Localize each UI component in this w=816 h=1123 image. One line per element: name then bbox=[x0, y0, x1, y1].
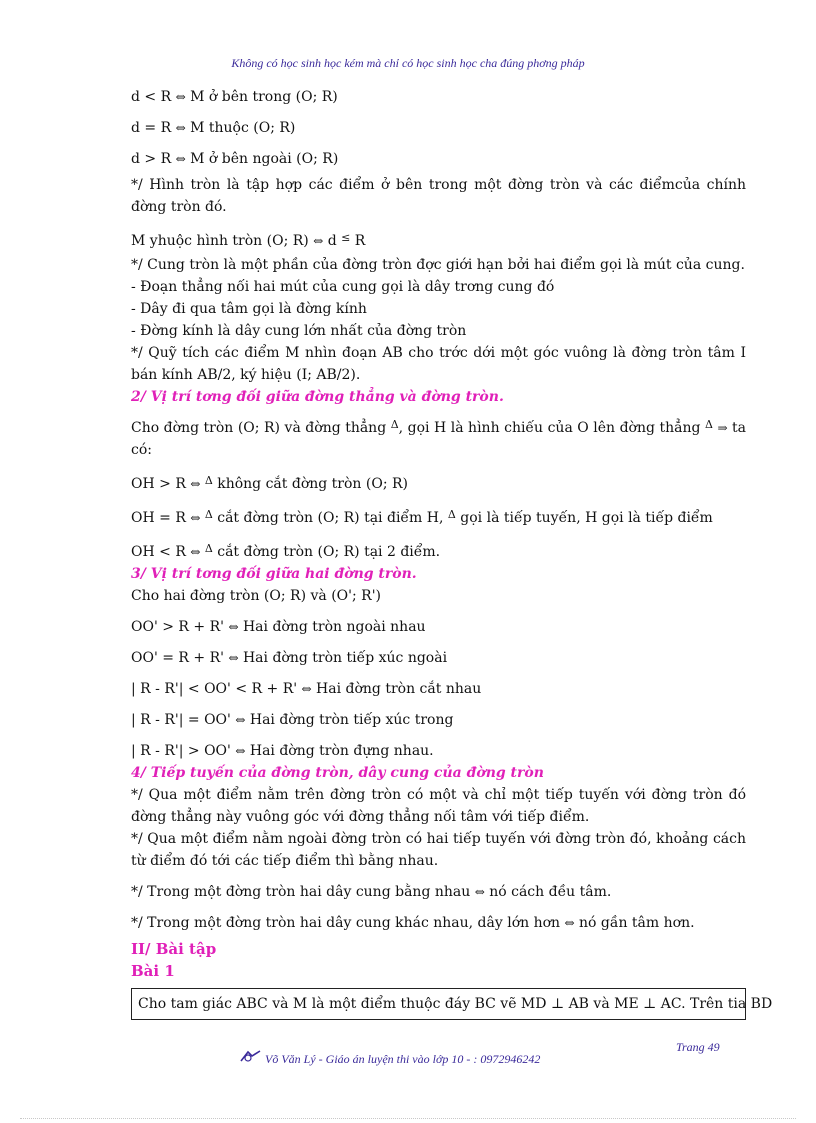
text: < OO' < R + R' bbox=[183, 681, 302, 697]
text-line bbox=[131, 647, 746, 669]
text-line: - Dây đi qua tâm gọi là đờng kính bbox=[131, 301, 367, 317]
paragraph: */ Quỹ tích các điểm M nhìn đoạn AB cho trớc dới một góc vuông là đờng tròn tâm I bán kính AB/2, ký hiệu (I; AB/2). bbox=[131, 345, 746, 383]
text: ta có: bbox=[131, 420, 747, 458]
paragraph: */ Qua một điểm nằm trên đờng tròn có một và chỉ một tiếp tuyến với đờng tròn đó đờng thẳng này vuông góc với đờng thẳng nối tâm với tiếp điểm. bbox=[131, 787, 746, 825]
text: OO' > R + R' bbox=[131, 619, 229, 635]
text-line bbox=[131, 678, 746, 700]
text: nó cách đều tâm. bbox=[484, 884, 612, 900]
text: M ở bên trong (O; R) bbox=[185, 89, 338, 105]
text: gọi là tiếp tuyến, H gọi là tiếp điểm bbox=[455, 510, 713, 526]
page-footer bbox=[240, 1049, 540, 1067]
iff-symbol: ⇔ bbox=[175, 121, 186, 135]
abs-bar: | bbox=[131, 681, 136, 697]
text-line bbox=[131, 912, 746, 934]
iff-symbol: ⇔ bbox=[190, 511, 201, 525]
implies-symbol: ⇒ bbox=[717, 421, 728, 435]
text-line: - Đờng kính là dây cung lớn nhất của đờng tròn bbox=[131, 323, 467, 339]
text: d = R bbox=[131, 120, 176, 136]
paragraph bbox=[131, 414, 746, 461]
text-line bbox=[131, 881, 746, 903]
page-divider bbox=[20, 1118, 796, 1119]
text: d > R bbox=[131, 151, 176, 167]
page-number: Trang 49 bbox=[676, 1040, 720, 1054]
leq-symbol: ≤ bbox=[341, 231, 351, 244]
abs-bar: | bbox=[178, 681, 184, 697]
text: M yhuộc hình tròn (O; R) bbox=[131, 233, 314, 249]
text: R bbox=[350, 233, 366, 249]
text: R - R' bbox=[140, 743, 179, 759]
text-line bbox=[131, 227, 746, 252]
abs-bar: | bbox=[178, 743, 184, 759]
exercise-box bbox=[131, 988, 773, 1020]
iff-symbol: ⇔ bbox=[190, 477, 201, 491]
text-line: Cho hai đờng tròn (O; R) và (O'; R') bbox=[131, 588, 382, 604]
text: Cho tam giác ABC và M là một điểm thuộc đáy BC vẽ MD bbox=[138, 996, 551, 1012]
section-heading: 4/ Tiếp tuyến của đờng tròn, dây cung của đờng tròn bbox=[131, 765, 544, 781]
text: R - R' bbox=[140, 712, 179, 728]
perp-symbol: ⊥ bbox=[550, 996, 565, 1012]
delta-symbol: Δ bbox=[204, 542, 213, 555]
text: */ Trong một đờng tròn hai dây cung khác nhau, dây lớn hơn bbox=[131, 915, 565, 931]
text: Hai đờng tròn tiếp xúc trong bbox=[245, 712, 454, 728]
text-line bbox=[131, 117, 746, 139]
abs-bar: | bbox=[131, 743, 136, 759]
text: cắt đờng tròn (O; R) tại 2 điểm. bbox=[212, 544, 441, 560]
text: OH = R bbox=[131, 510, 191, 526]
delta-symbol: Δ bbox=[204, 474, 213, 487]
text-line bbox=[131, 86, 746, 108]
text: , gọi H là hình chiếu của O lên đờng thẳng bbox=[398, 420, 705, 436]
text: Cho đờng tròn (O; R) và đờng thẳng bbox=[131, 420, 391, 436]
text: > OO' bbox=[183, 743, 236, 759]
text: OO' = R + R' bbox=[131, 650, 229, 666]
text-line bbox=[131, 709, 746, 731]
text: Hai đờng tròn đựng nhau. bbox=[245, 743, 434, 759]
footer-text: Võ Văn Lý - Giáo án luyện thi vào lớp 10 - : 0972946242 bbox=[265, 1052, 541, 1066]
pen-icon bbox=[240, 1049, 262, 1067]
delta-symbol: Δ bbox=[447, 508, 456, 521]
iff-symbol: ⇔ bbox=[228, 620, 239, 634]
iff-symbol: ⇔ bbox=[190, 545, 201, 559]
section-heading: 2/ Vị trí tơng đối giữa đờng thẳng và đờng tròn. bbox=[131, 389, 504, 405]
abs-bar: | bbox=[178, 712, 184, 728]
page-header: Không có học sinh học kém mà chỉ có học sinh học cha đúng phơng pháp bbox=[231, 56, 585, 70]
text-line bbox=[131, 148, 746, 170]
iff-symbol: ⇔ bbox=[474, 885, 485, 899]
section-heading: 3/ Vị trí tơng đối giữa hai đờng tròn. bbox=[131, 566, 417, 582]
iff-symbol: ⇔ bbox=[313, 234, 324, 248]
text: Hai đờng tròn ngoài nhau bbox=[238, 619, 426, 635]
delta-symbol: Δ bbox=[204, 508, 213, 521]
text-line bbox=[131, 470, 746, 495]
text: không cắt đờng tròn (O; R) bbox=[212, 476, 408, 492]
iff-symbol: ⇔ bbox=[235, 713, 246, 727]
text: R - R' bbox=[140, 681, 179, 697]
paragraph: */ Qua một điểm nằm ngoài đờng tròn có hai tiếp tuyến với đờng tròn đó, khoảng cách từ điểm đó tới các tiếp điểm thì bằng nhau. bbox=[131, 831, 746, 869]
abs-bar: | bbox=[131, 712, 136, 728]
text: AB và ME bbox=[564, 996, 644, 1012]
text: M ở bên ngoài (O; R) bbox=[185, 151, 339, 167]
delta-symbol: Δ bbox=[390, 418, 399, 431]
text-line: - Đoạn thẳng nối hai mút của cung gọi là dây trơng cung đó bbox=[131, 279, 555, 295]
text: d < R bbox=[131, 89, 176, 105]
text: d bbox=[323, 233, 342, 249]
iff-symbol: ⇔ bbox=[228, 651, 239, 665]
exercise-heading: Bài 1 bbox=[131, 962, 175, 980]
delta-symbol: Δ bbox=[704, 418, 713, 431]
iff-symbol: ⇔ bbox=[235, 744, 246, 758]
iff-symbol: ⇔ bbox=[175, 90, 186, 104]
text: M thuộc (O; R) bbox=[185, 120, 296, 136]
text: AC. Trên tia BD bbox=[656, 996, 773, 1012]
text: = OO' bbox=[183, 712, 236, 728]
text-line bbox=[131, 504, 746, 529]
text: OH < R bbox=[131, 544, 191, 560]
text: nó gần tâm hơn. bbox=[574, 915, 695, 931]
section-heading: II/ Bài tập bbox=[131, 940, 217, 958]
paragraph: */ Hình tròn là tập hợp các điểm ở bên trong một đờng tròn và các điểmcủa chính đờng tròn đó. bbox=[131, 177, 746, 215]
iff-symbol: ⇔ bbox=[175, 152, 186, 166]
document-body bbox=[131, 86, 773, 1020]
perp-symbol: ⊥ bbox=[643, 996, 657, 1012]
text: Hai đờng tròn cắt nhau bbox=[311, 681, 482, 697]
text-line bbox=[131, 740, 746, 762]
text: Hai đờng tròn tiếp xúc ngoài bbox=[238, 650, 448, 666]
text: cắt đờng tròn (O; R) tại điểm H, bbox=[212, 510, 448, 526]
iff-symbol: ⇔ bbox=[301, 682, 312, 696]
text: OH > R bbox=[131, 476, 191, 492]
text-line: */ Cung tròn là một phần của đờng tròn đợc giới hạn bởi hai điểm gọi là mút của cung. bbox=[131, 257, 745, 273]
text-line bbox=[131, 616, 746, 638]
text: */ Trong một đờng tròn hai dây cung bằng nhau bbox=[131, 884, 475, 900]
text-line bbox=[131, 538, 746, 563]
iff-symbol: ⇔ bbox=[564, 916, 575, 930]
